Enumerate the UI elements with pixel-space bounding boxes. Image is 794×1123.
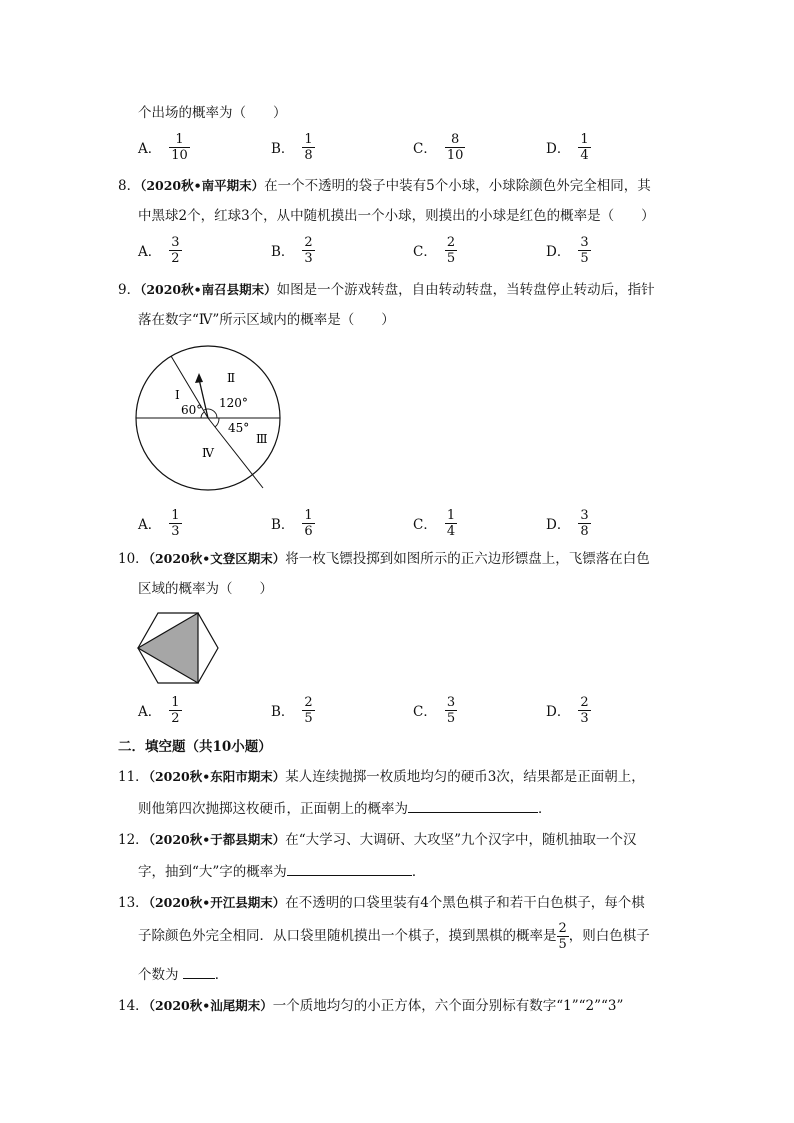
option-fraction [302,132,314,163]
q9-text1: 如图是一个游戏转盘，自由转动转盘，当转盘停止转动后，指针 [276,282,655,298]
q10-option-b[interactable] [271,692,315,728]
fraction-numerator: 3 [446,694,456,710]
q13-number: 13． [118,895,149,911]
q13-end: ． [214,967,229,983]
angle-label-45: 45° [228,421,250,435]
q7-option-d[interactable] [546,129,591,165]
option-fraction [302,508,314,539]
q7-continuation: 个出场的概率为（ ） [138,105,287,121]
fraction-numerator: 1 [171,694,180,710]
option-label: B． [271,704,295,720]
option-fraction [445,695,457,726]
fraction-denominator: 10 [171,147,188,163]
q11-number: 11． [118,769,149,785]
q12-text2: 字，抽到“大”字的概率为 [138,864,287,880]
q8-line1 [118,176,651,196]
q14-source: （2020秋•汕尾期末） [148,998,273,1013]
q7-option-a[interactable] [138,129,190,165]
option-fraction [578,508,590,539]
angle-label-120: 120° [219,396,248,410]
fraction-denominator: 10 [446,147,464,163]
option-label: D． [546,704,571,720]
fraction-numerator: 1 [446,507,456,523]
q13-fraction-denominator: 5 [558,936,567,952]
fraction-denominator: 4 [580,147,589,163]
fraction-numerator: 1 [304,507,313,523]
option-label: C． [413,704,437,720]
option-label: C． [413,517,437,533]
q13-text1: 在不透明的口袋里装有4个黑色棋子和若干白色棋子，每个棋 [285,895,645,911]
q9-number: 9． [118,282,141,298]
q13-line3 [138,964,228,985]
fraction-denominator: 6 [304,523,313,539]
q8-number: 8． [118,178,141,194]
q9-option-d[interactable] [546,505,591,541]
q8-option-d[interactable] [546,232,591,268]
fraction-denominator: 2 [171,250,180,266]
fraction-denominator: 4 [446,523,456,539]
fraction-numerator: 2 [304,694,313,710]
option-fraction [445,132,466,163]
q8-option-c[interactable] [413,232,457,268]
option-fraction [445,508,457,539]
option-fraction [169,235,181,266]
q12-answer-blank[interactable] [287,861,412,876]
q8-option-b[interactable] [271,232,315,268]
fraction-denominator: 3 [580,710,589,726]
option-label: B． [271,517,295,533]
q13-source: （2020秋•开江县期末） [148,895,286,910]
option-fraction [578,132,590,163]
hexagon-figure [134,604,234,690]
q8-text1: 在一个不透明的袋子中装有5个小球，小球除颜色外完全相同，其 [264,178,651,194]
q10-line1 [118,549,650,569]
option-fraction [578,695,590,726]
q10-text1: 将一枚飞镖投掷到如图所示的正六边形镖盘上，飞镖落在白色 [285,551,650,567]
q12-source: （2020秋•于都县期末） [148,832,286,847]
angle-mark-45 [215,418,219,427]
q8-option-a[interactable] [138,232,182,268]
fraction-numerator: 2 [580,694,589,710]
q10-source: （2020秋•文登区期末） [148,551,286,566]
option-label: B． [271,141,295,157]
q9-source: （2020秋•南召县期末） [140,282,277,297]
fraction-denominator: 8 [580,523,589,539]
q9-option-b[interactable] [271,505,315,541]
option-fraction [445,235,457,266]
option-label: A． [138,704,162,720]
q11-line2 [138,798,552,819]
region-label-1: Ⅰ [175,388,180,402]
fraction-numerator: 3 [171,234,180,250]
q13-text2a: 子除颜色外完全相同．从口袋里随机摸出一个棋子，摸到黑棋的概率是 [138,928,557,944]
option-label: B． [271,244,295,260]
option-label: D． [546,244,571,260]
q9-line2: 落在数字“Ⅳ”所示区域内的概率是（ ） [138,312,395,328]
q10-option-d[interactable] [546,692,591,728]
option-label: C． [413,141,437,157]
fraction-numerator: 1 [304,131,313,147]
q13-line2 [138,918,650,954]
q11-text2: 则他第四次抛掷这枚硬币，正面朝上的概率为 [138,801,408,817]
q9-line1 [118,280,655,300]
q8-source: （2020秋•南平期末） [140,178,265,193]
option-fraction [302,695,314,726]
option-label: D． [546,517,571,533]
option-label: A． [138,141,162,157]
fraction-denominator: 5 [580,250,589,266]
fraction-denominator: 3 [171,523,180,539]
region-label-2: Ⅱ [227,371,236,385]
fraction-numerator: 1 [580,131,589,147]
q11-text1: 某人连续抛掷一枚质地均匀的硬币3次，结果都是正面朝上， [285,769,645,785]
q14-text1: 一个质地均匀的小正方体，六个面分别标有数字“1”“2”“3” [272,998,624,1014]
q13-text3: 个数为 [138,967,179,983]
q14-number: 14． [118,998,149,1014]
q12-line1 [118,830,637,850]
fraction-numerator: 3 [580,234,589,250]
option-label: A． [138,244,162,260]
option-fraction [169,132,190,163]
q11-source: （2020秋•东阳市期末） [148,769,286,784]
fraction-denominator: 8 [304,147,313,163]
option-fraction [169,695,181,726]
q13-fraction [557,921,569,952]
q11-end: ． [538,801,552,817]
q7-option-c[interactable] [413,129,465,165]
fraction-numerator: 8 [450,131,460,147]
q12-number: 12． [118,832,149,848]
fraction-numerator: 3 [580,507,589,523]
q10-number: 10． [118,551,149,567]
fraction-numerator: 1 [171,507,180,523]
option-fraction [302,235,314,266]
q13-text2b: ，则白色棋子 [568,928,650,944]
fraction-numerator: 2 [304,234,313,250]
spinner-figure [135,345,305,495]
region-label-4: Ⅳ [202,446,214,460]
q13-line1 [118,893,645,913]
option-fraction [578,235,590,266]
q7-option-b[interactable] [271,129,315,165]
q14-line1 [118,996,623,1016]
q10-line2: 区域的概率为（ ） [138,581,273,597]
q9-option-a[interactable] [138,505,182,541]
fraction-denominator: 5 [446,250,456,266]
q11-answer-blank[interactable] [408,798,538,813]
angle-label-60: 60° [181,403,203,417]
spinner-pointer-head [195,373,203,383]
q12-line2 [138,861,425,882]
fraction-denominator: 5 [446,710,456,726]
q12-end: ． [411,864,426,880]
fraction-numerator: 2 [446,234,456,250]
q9-option-c[interactable] [413,505,457,541]
option-label: A． [138,517,162,533]
fraction-denominator: 3 [304,250,313,266]
q10-option-c[interactable] [413,692,457,728]
option-label: C． [413,244,437,260]
q11-line1 [118,767,645,787]
fraction-denominator: 2 [171,710,180,726]
q13-answer-blank[interactable] [183,964,215,979]
q8-line2: 中黑球2个，红球3个，从中随机摸出一个小球，则摸出的小球是红色的概率是（ ） [138,208,655,224]
option-label: D． [546,141,571,157]
option-fraction [169,508,181,539]
region-label-3: Ⅲ [256,432,268,446]
q10-option-a[interactable] [138,692,182,728]
fraction-numerator: 1 [175,131,184,147]
section-heading-fill-in: 二．填空题（共10小题） [118,739,272,755]
fraction-denominator: 5 [304,710,313,726]
q12-text1: 在“大学习、大调研、大攻坚”九个汉字中，随机抽取一个汉 [285,832,637,848]
q13-fraction-numerator: 2 [558,920,567,936]
